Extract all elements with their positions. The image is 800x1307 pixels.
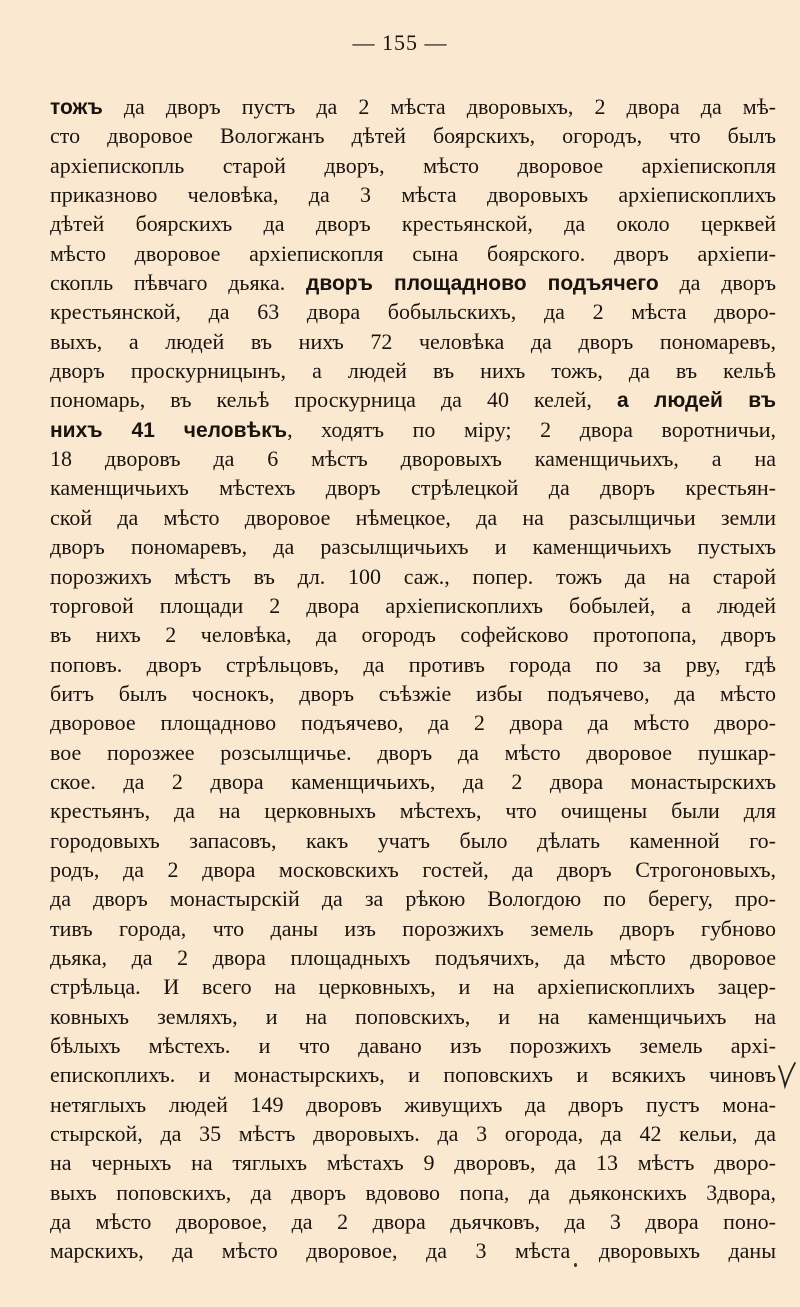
text-line bbox=[50, 1236, 776, 1265]
text-segment: ское. да 2 двора каменщичьихъ, да 2 двора монастырскихъ bbox=[50, 768, 776, 794]
text-segment: вое порозжее розсылщичье. дворъ да мѣсто дворовое пушкар- bbox=[50, 739, 776, 765]
text-line bbox=[50, 356, 776, 385]
text-line bbox=[50, 1060, 776, 1089]
text-segment: дворъ пономаревъ, да разсылщичьихъ и каменщичьихъ пустыхъ bbox=[50, 534, 776, 560]
bold-text-segment: а людей въ bbox=[616, 389, 777, 413]
text-segment: крестьянской, да 63 двора бобыльскихъ, да 2 мѣста дворо- bbox=[50, 299, 776, 325]
text-line bbox=[50, 738, 776, 767]
ink-speck bbox=[574, 1263, 577, 1267]
text-segment: да дворъ пустъ да 2 мѣста дворовыхъ, 2 двора да мѣ- bbox=[102, 94, 776, 119]
text-segment: городовыхъ запасовъ, какъ учатъ было дѣлать каменной го- bbox=[50, 827, 776, 853]
text-segment: торговой площади 2 двора архіепископлихъ бобылей, а людей bbox=[50, 592, 776, 618]
text-segment: въ нихъ 2 человѣка, да огородъ софейсково протопопа, дворъ bbox=[50, 622, 776, 648]
text-segment: стырской, да 35 мѣстъ дворовыхъ. да 3 огорода, да 42 кельи, да bbox=[50, 1121, 776, 1147]
text-line bbox=[50, 1119, 776, 1148]
body-text bbox=[50, 92, 776, 1266]
text-segment: поповъ. дворъ стрѣльцовъ, да противъ города по за рву, гдѣ bbox=[50, 651, 776, 677]
text-line bbox=[50, 532, 776, 561]
text-line bbox=[50, 92, 776, 121]
text-segment: да дворъ bbox=[658, 270, 776, 296]
text-segment: дѣтей боярскихъ да дворъ крестьянской, да около церквей bbox=[50, 211, 776, 237]
text-line bbox=[50, 796, 776, 825]
text-line bbox=[50, 943, 776, 972]
text-line bbox=[50, 591, 776, 620]
text-segment: дворовое площадново подъячево, да 2 двора да мѣсто дворо- bbox=[50, 710, 776, 736]
text-line bbox=[50, 914, 776, 943]
text-segment: архіепископль старой дворъ, мѣсто дворовое архіепископля bbox=[50, 152, 776, 178]
text-line bbox=[50, 268, 776, 297]
text-line bbox=[50, 1207, 776, 1236]
text-segment: на черныхъ на тяглыхъ мѣстахъ 9 дворовъ, да 13 мѣстъ дворо- bbox=[50, 1150, 776, 1176]
text-segment: ковныхъ земляхъ, и на поповскихъ, и на каменщичьихъ на bbox=[50, 1003, 776, 1029]
text-line bbox=[50, 1178, 776, 1207]
handwritten-check-mark-icon bbox=[776, 1060, 798, 1090]
text-segment: мѣсто дворовое архіепископля сына боярского. дворъ архіепи- bbox=[50, 240, 776, 266]
text-line bbox=[50, 562, 776, 591]
text-segment: да мѣсто дворовое, да 2 двора дьячковъ, да 3 двора поно- bbox=[50, 1209, 776, 1235]
text-segment: выхъ, а людей въ нихъ 72 человѣка да дворъ пономаревъ, bbox=[50, 328, 776, 354]
text-line bbox=[50, 1148, 776, 1177]
bold-text-segment: дворъ площадново подъячего bbox=[305, 272, 659, 296]
text-line bbox=[50, 1090, 776, 1119]
text-segment: каменщичьихъ мѣстехъ дворъ стрѣлецкой да дворъ крестьян- bbox=[50, 475, 776, 501]
text-line bbox=[50, 151, 776, 180]
text-segment: пономарь, въ кельѣ проскурница да 40 келей, bbox=[50, 387, 617, 413]
text-line bbox=[50, 1031, 776, 1060]
text-line bbox=[50, 855, 776, 884]
text-line bbox=[50, 767, 776, 796]
text-segment: выхъ поповскихъ, да дворъ вдовово попа, да дьяконскихъ 3двора, bbox=[50, 1179, 776, 1205]
text-segment: дьяка, да 2 двора площадныхъ подъячихъ, да мѣсто дворовое bbox=[50, 944, 776, 970]
text-segment: нетяглыхъ людей 149 дворовъ живущихъ да дворъ пустъ мона- bbox=[50, 1091, 776, 1117]
text-segment: родъ, да 2 двора московскихъ гостей, да дворъ Строгоновыхъ, bbox=[50, 856, 776, 882]
page-number: — 155 — bbox=[352, 30, 448, 55]
text-segment: порозжихъ мѣстъ въ дл. 100 саж., попер. тожъ да на старой bbox=[50, 563, 776, 589]
text-line bbox=[50, 650, 776, 679]
text-line bbox=[50, 679, 776, 708]
text-line bbox=[50, 826, 776, 855]
text-line bbox=[50, 327, 776, 356]
text-segment: епископлихъ. и монастырскихъ, и поповскихъ и всякихъ чиновъ bbox=[50, 1062, 776, 1088]
text-segment: бѣлыхъ мѣстехъ. и что давано изъ порозжихъ земель архі- bbox=[50, 1033, 776, 1058]
text-line bbox=[50, 121, 776, 150]
bold-text-segment: тожъ bbox=[50, 96, 103, 119]
text-line bbox=[50, 444, 776, 473]
text-line bbox=[50, 972, 776, 1001]
text-segment: марскихъ, да мѣсто дворовое, да 3 мѣста дворовыхъ даны bbox=[50, 1238, 776, 1264]
text-line bbox=[50, 297, 776, 326]
text-line bbox=[50, 415, 776, 444]
text-line bbox=[50, 708, 776, 737]
text-segment: 18 дворовъ да 6 мѣстъ дворовыхъ каменщичьихъ, а на bbox=[50, 446, 776, 472]
text-line bbox=[50, 620, 776, 649]
text-segment: приказново человѣка, да 3 мѣста дворовыхъ архіепископлихъ bbox=[50, 182, 776, 208]
text-segment: тивъ города, что даны изъ порозжихъ земель дворъ губново bbox=[50, 915, 776, 941]
text-line bbox=[50, 503, 776, 532]
text-line bbox=[50, 239, 776, 268]
text-segment: да дворъ монастырскій да за рѣкою Вологдою по берегу, про- bbox=[50, 886, 776, 912]
text-segment: крестьянъ, да на церковныхъ мѣстехъ, что очищены были для bbox=[50, 798, 776, 824]
text-segment: стрѣльца. И всего на церковныхъ, и на архіепископлихъ зацер- bbox=[50, 974, 776, 1000]
text-segment: ской да мѣсто дворовое нѣмецкое, да на разсылщичьи земли bbox=[50, 504, 776, 530]
text-segment: дворъ проскурницынъ, а людей въ нихъ тожъ, да въ кельѣ bbox=[50, 358, 776, 384]
text-line bbox=[50, 884, 776, 913]
text-segment: скопль пѣвчаго дьяка. bbox=[50, 270, 306, 296]
text-line bbox=[50, 473, 776, 502]
text-segment: , ходятъ по міру; 2 двора воротничьи, bbox=[287, 416, 776, 442]
text-segment: сто дворовое Вологжанъ дѣтей боярскихъ, огородъ, что былъ bbox=[50, 123, 776, 149]
text-line bbox=[50, 180, 776, 209]
text-segment: битъ былъ чоснокъ, дворъ съѣзжіе избы подъячево, да мѣсто bbox=[50, 680, 776, 706]
text-line bbox=[50, 209, 776, 238]
text-line bbox=[50, 385, 776, 414]
text-line bbox=[50, 1002, 776, 1031]
bold-text-segment: нихъ 41 человѣкъ bbox=[50, 418, 288, 442]
